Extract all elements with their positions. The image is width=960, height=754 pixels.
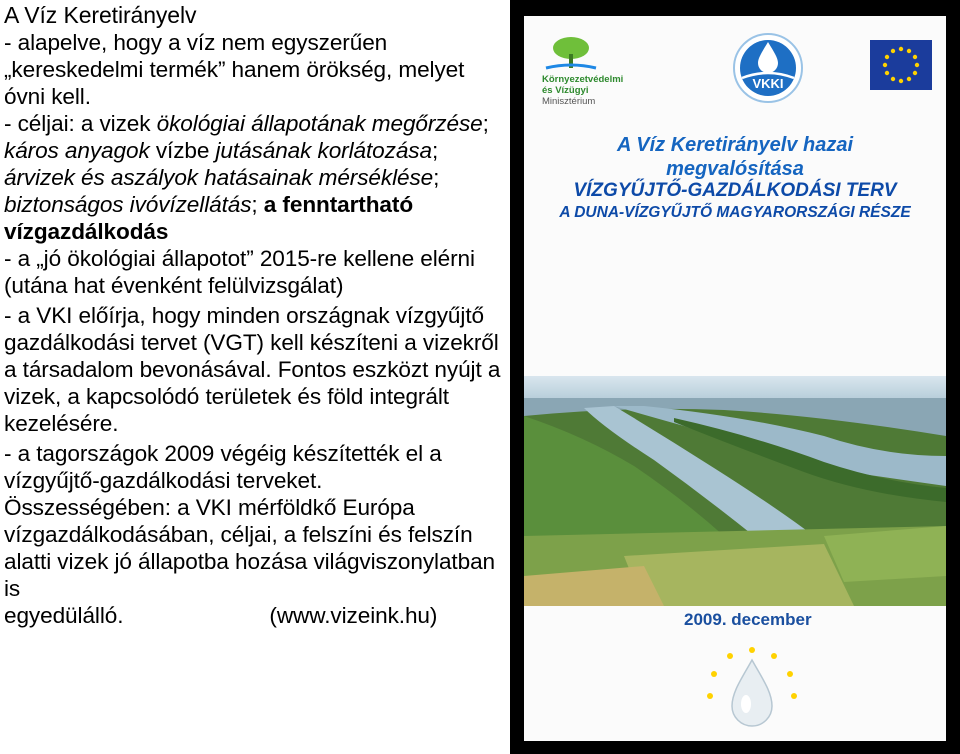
vkki-label: VKKI — [752, 76, 784, 91]
sep: vízbe — [149, 138, 216, 163]
poster-headline-3: VÍZGYŰJTŐ-GAZDÁLKODÁSI TERV — [573, 180, 897, 201]
sep: ; — [482, 111, 489, 136]
paragraph-member-states: - a tagországok 2009 végéig készítették el a vízgyűjtő-gazdálkodási terveket. — [4, 441, 442, 493]
source-link-text: (www.vizeink.hu) — [269, 603, 438, 628]
ministry-name-3: Minisztérium — [542, 96, 596, 107]
sep: ; — [431, 138, 439, 163]
goal-ecological: ökológiai állapotának megőrzése — [156, 111, 483, 136]
ministry-name-2: és Vízügyi — [542, 85, 589, 96]
poster-headline-1: A Víz Keretirányelv hazai — [616, 134, 854, 156]
goal-drinking-water: biztonságos ivóvízellátás — [4, 192, 252, 217]
goals-prefix: - céljai: a vizek — [4, 111, 157, 136]
goal-restriction: jutásának korlátozása — [215, 138, 432, 163]
poster-headline-4: A DUNA-VÍZGYŰJTŐ MAGYARORSZÁGI RÉSZE — [559, 204, 911, 221]
eu-flag-icon — [870, 40, 932, 90]
paragraph-vgt: - a VKI előírja, hogy minden országnak vízgyűjtő gazdálkodási tervet (VGT) kell készíteni a vizekről a társadalom bevonásával. Fontos eszközt nyújt a vizek, a kapcsolódó területek és föld integrált kezelésére. — [4, 303, 501, 436]
paragraph-deadline: - a „jó ökológiai állapotot” 2015-re kellene elérni (utána hat évenként felülvizsgálat) — [4, 246, 475, 298]
ministry-name-1: Környezetvédelmi — [542, 74, 624, 85]
poster-cover — [524, 16, 946, 741]
slide-title: A Víz Keretirányelv — [4, 2, 197, 28]
poster-frame — [510, 0, 960, 754]
sep: ; — [251, 192, 264, 217]
summary-end-word: egyedülálló. — [4, 603, 124, 628]
ministry-logo — [536, 36, 646, 106]
tree-icon — [544, 36, 598, 70]
paragraph-summary-end — [4, 602, 510, 629]
danube-aerial-photo — [524, 376, 946, 606]
vkki-logo — [732, 32, 804, 104]
sep: ; — [433, 165, 440, 190]
text-column — [4, 2, 510, 629]
goal-harmful-substances: káros anyagok — [4, 138, 150, 163]
water-drop-icon — [702, 642, 802, 741]
paragraph-summary: Összességében: a VKI mérföldkő Európa vízgazdálkodásában, céljai, a felszíni és felszín alatti vizek jó állapotba hozása világviszonylatban is — [4, 495, 496, 601]
paragraph-goals — [4, 110, 510, 245]
poster-headline-2: megvalósítása — [666, 158, 804, 180]
publication-date: 2009. december — [684, 610, 812, 629]
goal-floods: árvizek és aszályok hatásainak mérséklése — [4, 165, 434, 190]
eu-stars-icon — [870, 40, 932, 90]
paragraph-principle: - alapelve, hogy a víz nem egyszerűen „kereskedelmi termék” hanem örökség, melyet óvni kell. — [4, 30, 465, 109]
goal-sustainable: a fenntartható vízgazdálkodás — [4, 192, 414, 244]
